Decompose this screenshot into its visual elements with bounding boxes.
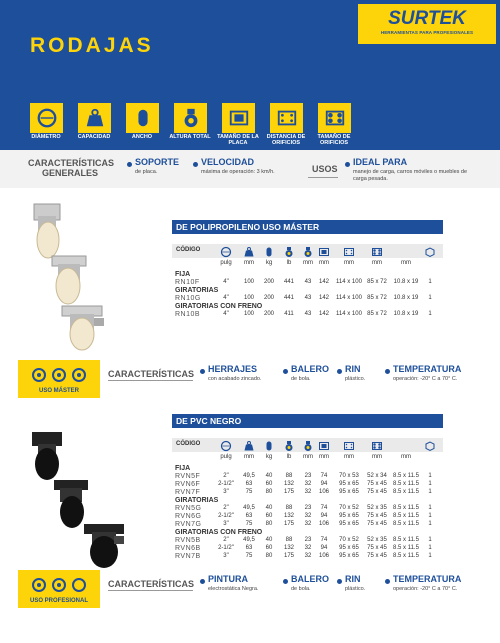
swivel-caster: [54, 480, 88, 528]
unit-label: kg: [265, 260, 273, 266]
product-code: RVN6F: [175, 481, 201, 488]
characteristics-title: CARACTERÍSTICAS: [108, 369, 195, 379]
cell: 75: [245, 489, 253, 495]
weight-icon: [243, 245, 255, 257]
pintura-text: electrostática Negra.: [208, 586, 259, 592]
product-code: RVN5F: [175, 473, 201, 480]
cell: 32: [304, 481, 312, 487]
cell: 49,5: [243, 505, 255, 511]
cell: 75 x 45: [367, 513, 387, 519]
table-row: [172, 505, 443, 513]
height-icon: [283, 245, 295, 257]
hole-size-icon: [371, 439, 383, 451]
pvc-table-header: [172, 438, 443, 452]
icon-label: ANCHO: [131, 134, 153, 140]
cell: 1: [428, 279, 432, 285]
header-banner: [0, 0, 500, 150]
page-title: RODAJAS: [30, 34, 154, 57]
cell: 132: [283, 545, 294, 551]
cell: 2": [223, 473, 229, 479]
cell: 23: [304, 537, 312, 543]
pvc-characteristics: [0, 570, 500, 608]
cell: 1: [428, 481, 432, 487]
cell: 52 x 35: [367, 505, 387, 511]
surtek-logo: [358, 4, 496, 44]
cell: 1: [428, 545, 432, 551]
width-icon: [263, 245, 275, 257]
unit-label: mm: [303, 260, 313, 266]
pintura-label: PINTURA: [208, 574, 248, 584]
unit-label: mm: [372, 454, 382, 460]
cell: 1: [428, 521, 432, 527]
brake-caster: [84, 524, 124, 568]
uso-profesional-badge: [18, 570, 100, 608]
unit-label: mm: [303, 454, 313, 460]
fixed-caster: [32, 432, 62, 480]
cell: 32: [304, 489, 312, 495]
cell: 2-1/2": [218, 481, 234, 487]
table-row: [172, 473, 443, 481]
cell: 1: [428, 513, 432, 519]
cell: 75 x 45: [367, 489, 387, 495]
weight-icon: [243, 439, 255, 451]
cell: 75: [245, 553, 253, 559]
cell: 10.8 x 19: [393, 311, 419, 317]
pvc-casters-image: [18, 428, 143, 573]
swivel-caster: [52, 256, 86, 304]
unit-label: mm: [344, 454, 354, 460]
balero-label: BALERO: [291, 364, 329, 374]
width-icon: [126, 103, 159, 133]
polypropylene-units-row: [172, 260, 443, 269]
cell: 1: [428, 311, 432, 317]
weight-icon: [78, 103, 111, 133]
cell: 8.5 x 11.5: [393, 513, 419, 519]
herrajes-label: HERRAJES: [208, 364, 258, 374]
table-row: [172, 295, 443, 303]
cell: 63: [245, 545, 253, 551]
cell: 1: [428, 473, 432, 479]
table-row: [172, 279, 443, 287]
cell: 8.5 x 11.5: [393, 537, 419, 543]
usos-label: USOS: [312, 164, 338, 174]
cell: 100: [243, 279, 254, 285]
cell: 114 x 100: [336, 295, 362, 301]
height-icon: [302, 245, 314, 257]
unit-label: pulg: [220, 454, 232, 460]
cell: 200: [263, 311, 274, 317]
usage-level-icon: [29, 365, 89, 385]
cell: 106: [318, 553, 329, 559]
icon-label: TAMAÑO DE ORIFICIOS: [317, 134, 351, 146]
cell: 85 x 72: [367, 311, 387, 317]
box-icon: [424, 245, 436, 257]
table-row: [172, 513, 443, 521]
cell: 49,5: [243, 473, 255, 479]
divider: [308, 177, 338, 178]
brake-caster: [62, 306, 104, 350]
hole-size-icon: [318, 103, 351, 133]
pvc-units-row: [172, 454, 443, 463]
cell: 94: [320, 481, 328, 487]
hole-size-icon: [371, 245, 383, 257]
cell: 1: [428, 537, 432, 543]
balero-label: BALERO: [291, 574, 329, 584]
cell: 85 x 72: [367, 295, 387, 301]
plate-size-icon: [318, 245, 330, 257]
brand-name: SURTEK: [388, 8, 466, 29]
icon-label: DIÁMETRO: [31, 134, 61, 140]
bullet-icon: [345, 162, 350, 167]
cell: 23: [304, 473, 312, 479]
cell: 114 x 100: [336, 311, 362, 317]
cell: 32: [304, 513, 312, 519]
product-code: RVN7G: [175, 521, 202, 528]
cell: 32: [304, 553, 312, 559]
cell: 95 x 65: [339, 545, 359, 551]
cell: 8.5 x 11.5: [393, 521, 419, 527]
rin-label: RIN: [345, 574, 361, 584]
cell: 63: [245, 481, 253, 487]
cell: 441: [283, 295, 294, 301]
cell: 75: [245, 521, 253, 527]
cell: 52 x 34: [367, 473, 387, 479]
divider: [108, 380, 193, 381]
cell: 95 x 65: [339, 481, 359, 487]
product-code: RVN5G: [175, 505, 202, 512]
fixed-caster: [34, 204, 60, 258]
cell: 142: [318, 279, 329, 285]
badge-label: USO MÁSTER: [38, 388, 79, 394]
cell: 3": [223, 553, 229, 559]
cell: 10.8 x 19: [393, 295, 419, 301]
cell: 2": [223, 537, 229, 543]
cell: 200: [263, 279, 274, 285]
cell: 32: [304, 545, 312, 551]
cell: 100: [243, 295, 254, 301]
cell: 8.5 x 11.5: [393, 553, 419, 559]
cell: 1: [428, 505, 432, 511]
cell: 94: [320, 513, 328, 519]
characteristics-title: CARACTERÍSTICAS: [108, 579, 195, 589]
cell: 8.5 x 11.5: [393, 505, 419, 511]
cell: 95 x 65: [339, 489, 359, 495]
height-icon: [302, 439, 314, 451]
product-code: RVN7B: [175, 553, 201, 560]
badge-label: USO PROFESIONAL: [29, 598, 88, 604]
cell: 2": [223, 505, 229, 511]
cell: 1: [428, 295, 432, 301]
icon-label: DISTANCIA DE ORIFICIOS: [266, 134, 306, 146]
cell: 4": [223, 311, 229, 317]
soporte-label: SOPORTE: [135, 157, 180, 167]
table-group-label: GIRATORIAS CON FRENO: [175, 529, 263, 536]
bullet-icon: [200, 579, 205, 584]
cell: 52 x 35: [367, 537, 387, 543]
bullet-icon: [193, 162, 198, 167]
cell: 10.8 x 19: [393, 279, 419, 285]
table-row: [172, 521, 443, 529]
cell: 4": [223, 295, 229, 301]
code-header: CÓDIGO: [176, 441, 201, 447]
cell: 49,5: [243, 537, 255, 543]
product-code: RVN7F: [175, 489, 201, 496]
cell: 60: [265, 513, 273, 519]
bullet-icon: [283, 579, 288, 584]
cell: 4": [223, 279, 229, 285]
table-row: [172, 311, 443, 319]
table-group-label: FIJA: [175, 465, 191, 472]
table-row: [172, 553, 443, 561]
cell: 88: [285, 537, 293, 543]
cell: 175: [283, 553, 294, 559]
plate-size-icon: [222, 103, 255, 133]
icon-label: TAMAÑO DE LA PLACA: [217, 134, 259, 146]
cell: 8.5 x 11.5: [393, 545, 419, 551]
cell: 40: [265, 537, 273, 543]
ideal-text: manejo de carga, carros móviles o muebles de carga pesada.: [353, 169, 468, 182]
polypropylene-casters-image: [18, 200, 138, 355]
icon-label: ALTURA TOTAL: [169, 134, 211, 140]
uso-master-badge: [18, 360, 100, 398]
cell: 32: [304, 521, 312, 527]
cell: 23: [304, 505, 312, 511]
cell: 132: [283, 513, 294, 519]
cell: 441: [283, 279, 294, 285]
cell: 8.5 x 11.5: [393, 473, 419, 479]
general-title: CARACTERÍSTICAS GENERALES: [28, 158, 115, 178]
cell: 80: [265, 489, 273, 495]
general-characteristics: [0, 150, 500, 188]
balero-text: de bola.: [291, 376, 311, 382]
cell: 40: [265, 473, 273, 479]
ideal-label: IDEAL PARA: [353, 157, 408, 167]
unit-label: mm: [344, 260, 354, 266]
unit-label: mm: [244, 260, 254, 266]
product-code: RVN6G: [175, 513, 202, 520]
product-code: RN10G: [175, 295, 201, 302]
table-group-label: FIJA: [175, 271, 191, 278]
polypropylene-table-header: [172, 244, 443, 258]
cell: 175: [283, 489, 294, 495]
bullet-icon: [385, 579, 390, 584]
table-row: [172, 481, 443, 489]
unit-label: mm: [244, 454, 254, 460]
unit-label: mm: [372, 260, 382, 266]
cell: 74: [320, 537, 328, 543]
bullet-icon: [127, 162, 132, 167]
divider: [108, 590, 193, 591]
table-row: [172, 537, 443, 545]
pvc-section-title: DE PVC NEGRO: [172, 414, 443, 428]
cell: 70 x 52: [339, 505, 359, 511]
soporte-text: de placa.: [135, 169, 158, 175]
cell: 142: [318, 295, 329, 301]
height-icon: [283, 439, 295, 451]
cell: 132: [283, 481, 294, 487]
cell: 3": [223, 489, 229, 495]
cell: 80: [265, 521, 273, 527]
cell: 2-1/2": [218, 513, 234, 519]
temperatura-label: TEMPERATURA: [393, 574, 462, 584]
unit-label: kg: [265, 454, 273, 460]
rin-label: RIN: [345, 364, 361, 374]
cell: 74: [320, 505, 328, 511]
unit-label: mm: [319, 454, 329, 460]
table-row: [172, 545, 443, 553]
cell: 80: [265, 553, 273, 559]
cell: 95 x 65: [339, 513, 359, 519]
cell: 63: [245, 513, 253, 519]
cell: 200: [263, 295, 274, 301]
cell: 75 x 45: [367, 481, 387, 487]
hole-distance-icon: [270, 103, 303, 133]
cell: 43: [304, 311, 312, 317]
cell: 142: [318, 311, 329, 317]
height-icon: [174, 103, 207, 133]
cell: 95 x 65: [339, 553, 359, 559]
cell: 95 x 65: [339, 521, 359, 527]
cell: 74: [320, 473, 328, 479]
rin-text: plástico.: [345, 376, 366, 382]
bullet-icon: [337, 369, 342, 374]
balero-text: de bola.: [291, 586, 311, 592]
bullet-icon: [200, 369, 205, 374]
unit-label: mm: [401, 260, 411, 266]
cell: 88: [285, 473, 293, 479]
cell: 8.5 x 11.5: [393, 481, 419, 487]
hole-distance-icon: [343, 245, 355, 257]
icon-label: CAPACIDAD: [77, 134, 111, 140]
unit-label: lb: [286, 260, 292, 266]
polypropylene-characteristics: [0, 360, 500, 398]
code-header: CÓDIGO: [176, 247, 201, 253]
spec-icon-row: [30, 103, 370, 151]
cell: 8.5 x 11.5: [393, 489, 419, 495]
temperatura-text: operación: -20° C a 70° C.: [393, 376, 458, 382]
cell: 106: [318, 521, 329, 527]
unit-label: mm: [401, 454, 411, 460]
cell: 43: [304, 279, 312, 285]
product-code: RN10B: [175, 311, 201, 318]
bullet-icon: [283, 369, 288, 374]
cell: 75 x 45: [367, 521, 387, 527]
table-group-label: GIRATORIAS CON FRENO: [175, 303, 263, 310]
temperatura-label: TEMPERATURA: [393, 364, 462, 374]
cell: 70 x 52: [339, 537, 359, 543]
herrajes-text: con acabado zincado.: [208, 376, 262, 382]
rin-text: plástico.: [345, 586, 366, 592]
cell: 106: [318, 489, 329, 495]
table-group-label: GIRATORIAS: [175, 497, 219, 504]
cell: 2-1/2": [218, 545, 234, 551]
product-code: RVN6B: [175, 545, 201, 552]
cell: 88: [285, 505, 293, 511]
unit-label: lb: [286, 454, 292, 460]
unit-label: pulg: [220, 260, 232, 266]
velocidad-text: máxima de operación: 3 km/h.: [201, 169, 275, 175]
cell: 94: [320, 545, 328, 551]
velocidad-label: VELOCIDAD: [201, 157, 255, 167]
cell: 75 x 45: [367, 553, 387, 559]
cell: 43: [304, 295, 312, 301]
diameter-icon: [220, 439, 232, 451]
polypropylene-section-title: DE POLIPROPILENO USO MÁSTER: [172, 220, 443, 234]
cell: 70 x 53: [339, 473, 359, 479]
cell: 175: [283, 521, 294, 527]
cell: 75 x 45: [367, 545, 387, 551]
cell: 1: [428, 489, 432, 495]
table-group-label: GIRATORIAS: [175, 287, 219, 294]
cell: 114 x 100: [336, 279, 362, 285]
temperatura-text: operación: -20° C a 70° C.: [393, 586, 458, 592]
table-row: [172, 489, 443, 497]
diameter-icon: [220, 245, 232, 257]
cell: 60: [265, 545, 273, 551]
cell: 85 x 72: [367, 279, 387, 285]
cell: 60: [265, 481, 273, 487]
width-icon: [263, 439, 275, 451]
bullet-icon: [385, 369, 390, 374]
brand-tagline: HERRAMIENTAS PARA PROFESIONALES: [380, 30, 474, 35]
product-code: RVN5B: [175, 537, 201, 544]
plate-size-icon: [318, 439, 330, 451]
usage-level-icon: [29, 575, 89, 595]
cell: 40: [265, 505, 273, 511]
unit-label: mm: [319, 260, 329, 266]
diameter-icon: [30, 103, 63, 133]
hole-distance-icon: [343, 439, 355, 451]
cell: 411: [284, 311, 294, 317]
cell: 1: [428, 553, 432, 559]
cell: 100: [243, 311, 254, 317]
cell: 3": [223, 521, 229, 527]
box-icon: [424, 439, 436, 451]
product-code: RN10F: [175, 279, 200, 286]
bullet-icon: [337, 579, 342, 584]
